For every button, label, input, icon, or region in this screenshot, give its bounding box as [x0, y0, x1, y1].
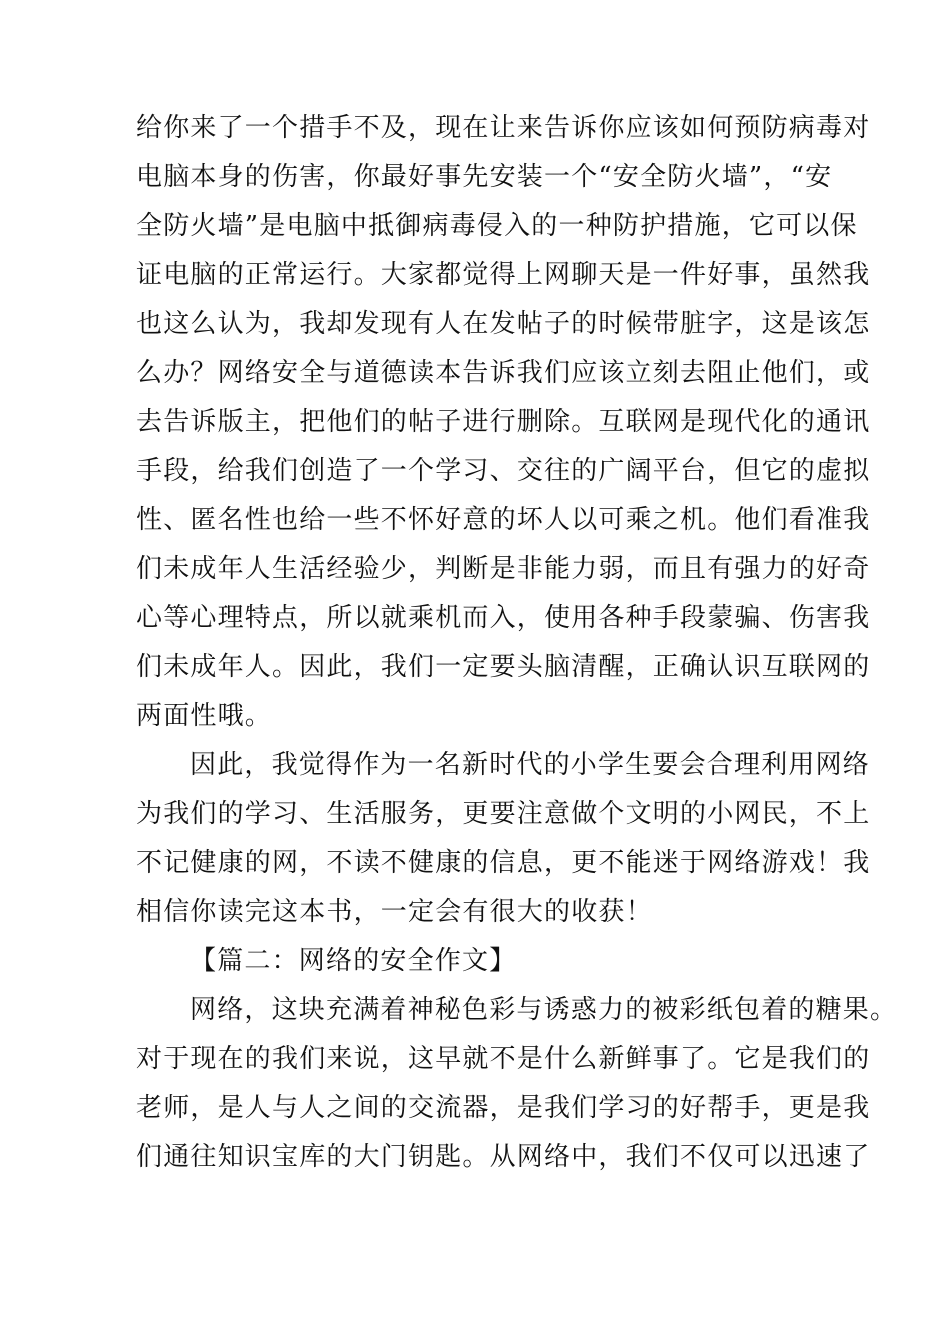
paragraph-line: 们通往知识宝库的大门钥匙。从网络中，我们不仅可以迅速了 — [136, 1142, 871, 1172]
paragraph-line: 也这么认为，我却发现有人在发帖子的时候带脏字，这是该怎 — [136, 309, 871, 339]
paragraph-line: 相信你读完这本书，一定会有很大的收获！ — [136, 897, 653, 927]
paragraph-line: 性、匿名性也给一些不怀好意的坏人以可乘之机。他们看准我 — [136, 505, 871, 535]
paragraph-line: 老师，是人与人之间的交流器，是我们学习的好帮手，更是我 — [136, 1093, 871, 1123]
paragraph-line: 么办？网络安全与道德读本告诉我们应该立刻去阻止他们，或 — [136, 358, 871, 388]
paragraph-line: 网络，这块充满着神秘色彩与诱惑力的被彩纸包着的糖果。 — [190, 995, 898, 1025]
paragraph-line: 们未成年人。因此，我们一定要头脑清醒，正确认识互联网的 — [136, 652, 871, 682]
paragraph-line: 们未成年人生活经验少，判断是非能力弱，而且有强力的好奇 — [136, 554, 871, 584]
paragraph-line: 不记健康的网，不读不健康的信息，更不能迷于网络游戏！我 — [136, 848, 871, 878]
paragraph-line: 手段，给我们创造了一个学习、交往的广阔平台，但它的虚拟 — [136, 456, 871, 486]
paragraph-line: 全防火墙”是电脑中抵御病毒侵入的一种防护措施，它可以保 — [136, 211, 858, 241]
paragraph-line: 对于现在的我们来说，这早就不是什么新鲜事了。它是我们的 — [136, 1044, 871, 1074]
section-heading: 【篇二：网络的安全作文】 — [190, 946, 517, 976]
paragraph-line: 给你来了一个措手不及，现在让来告诉你应该如何预防病毒对 — [136, 113, 871, 143]
paragraph-line: 因此，我觉得作为一名新时代的小学生要会合理利用网络 — [190, 750, 871, 780]
paragraph-line: 证电脑的正常运行。大家都觉得上网聊天是一件好事，虽然我 — [136, 260, 871, 290]
paragraph-line: 心等心理特点，所以就乘机而入，使用各种手段蒙骗、伤害我 — [136, 603, 871, 633]
paragraph-line: 为我们的学习、生活服务，更要注意做个文明的小网民，不上 — [136, 799, 871, 829]
paragraph-line: 去告诉版主，把他们的帖子进行删除。互联网是现代化的通讯 — [136, 407, 871, 437]
paragraph-line: 两面性哦。 — [136, 701, 273, 731]
paragraph-line: 电脑本身的伤害，你最好事先安装一个“安全防火墙”，“安 — [136, 162, 833, 192]
